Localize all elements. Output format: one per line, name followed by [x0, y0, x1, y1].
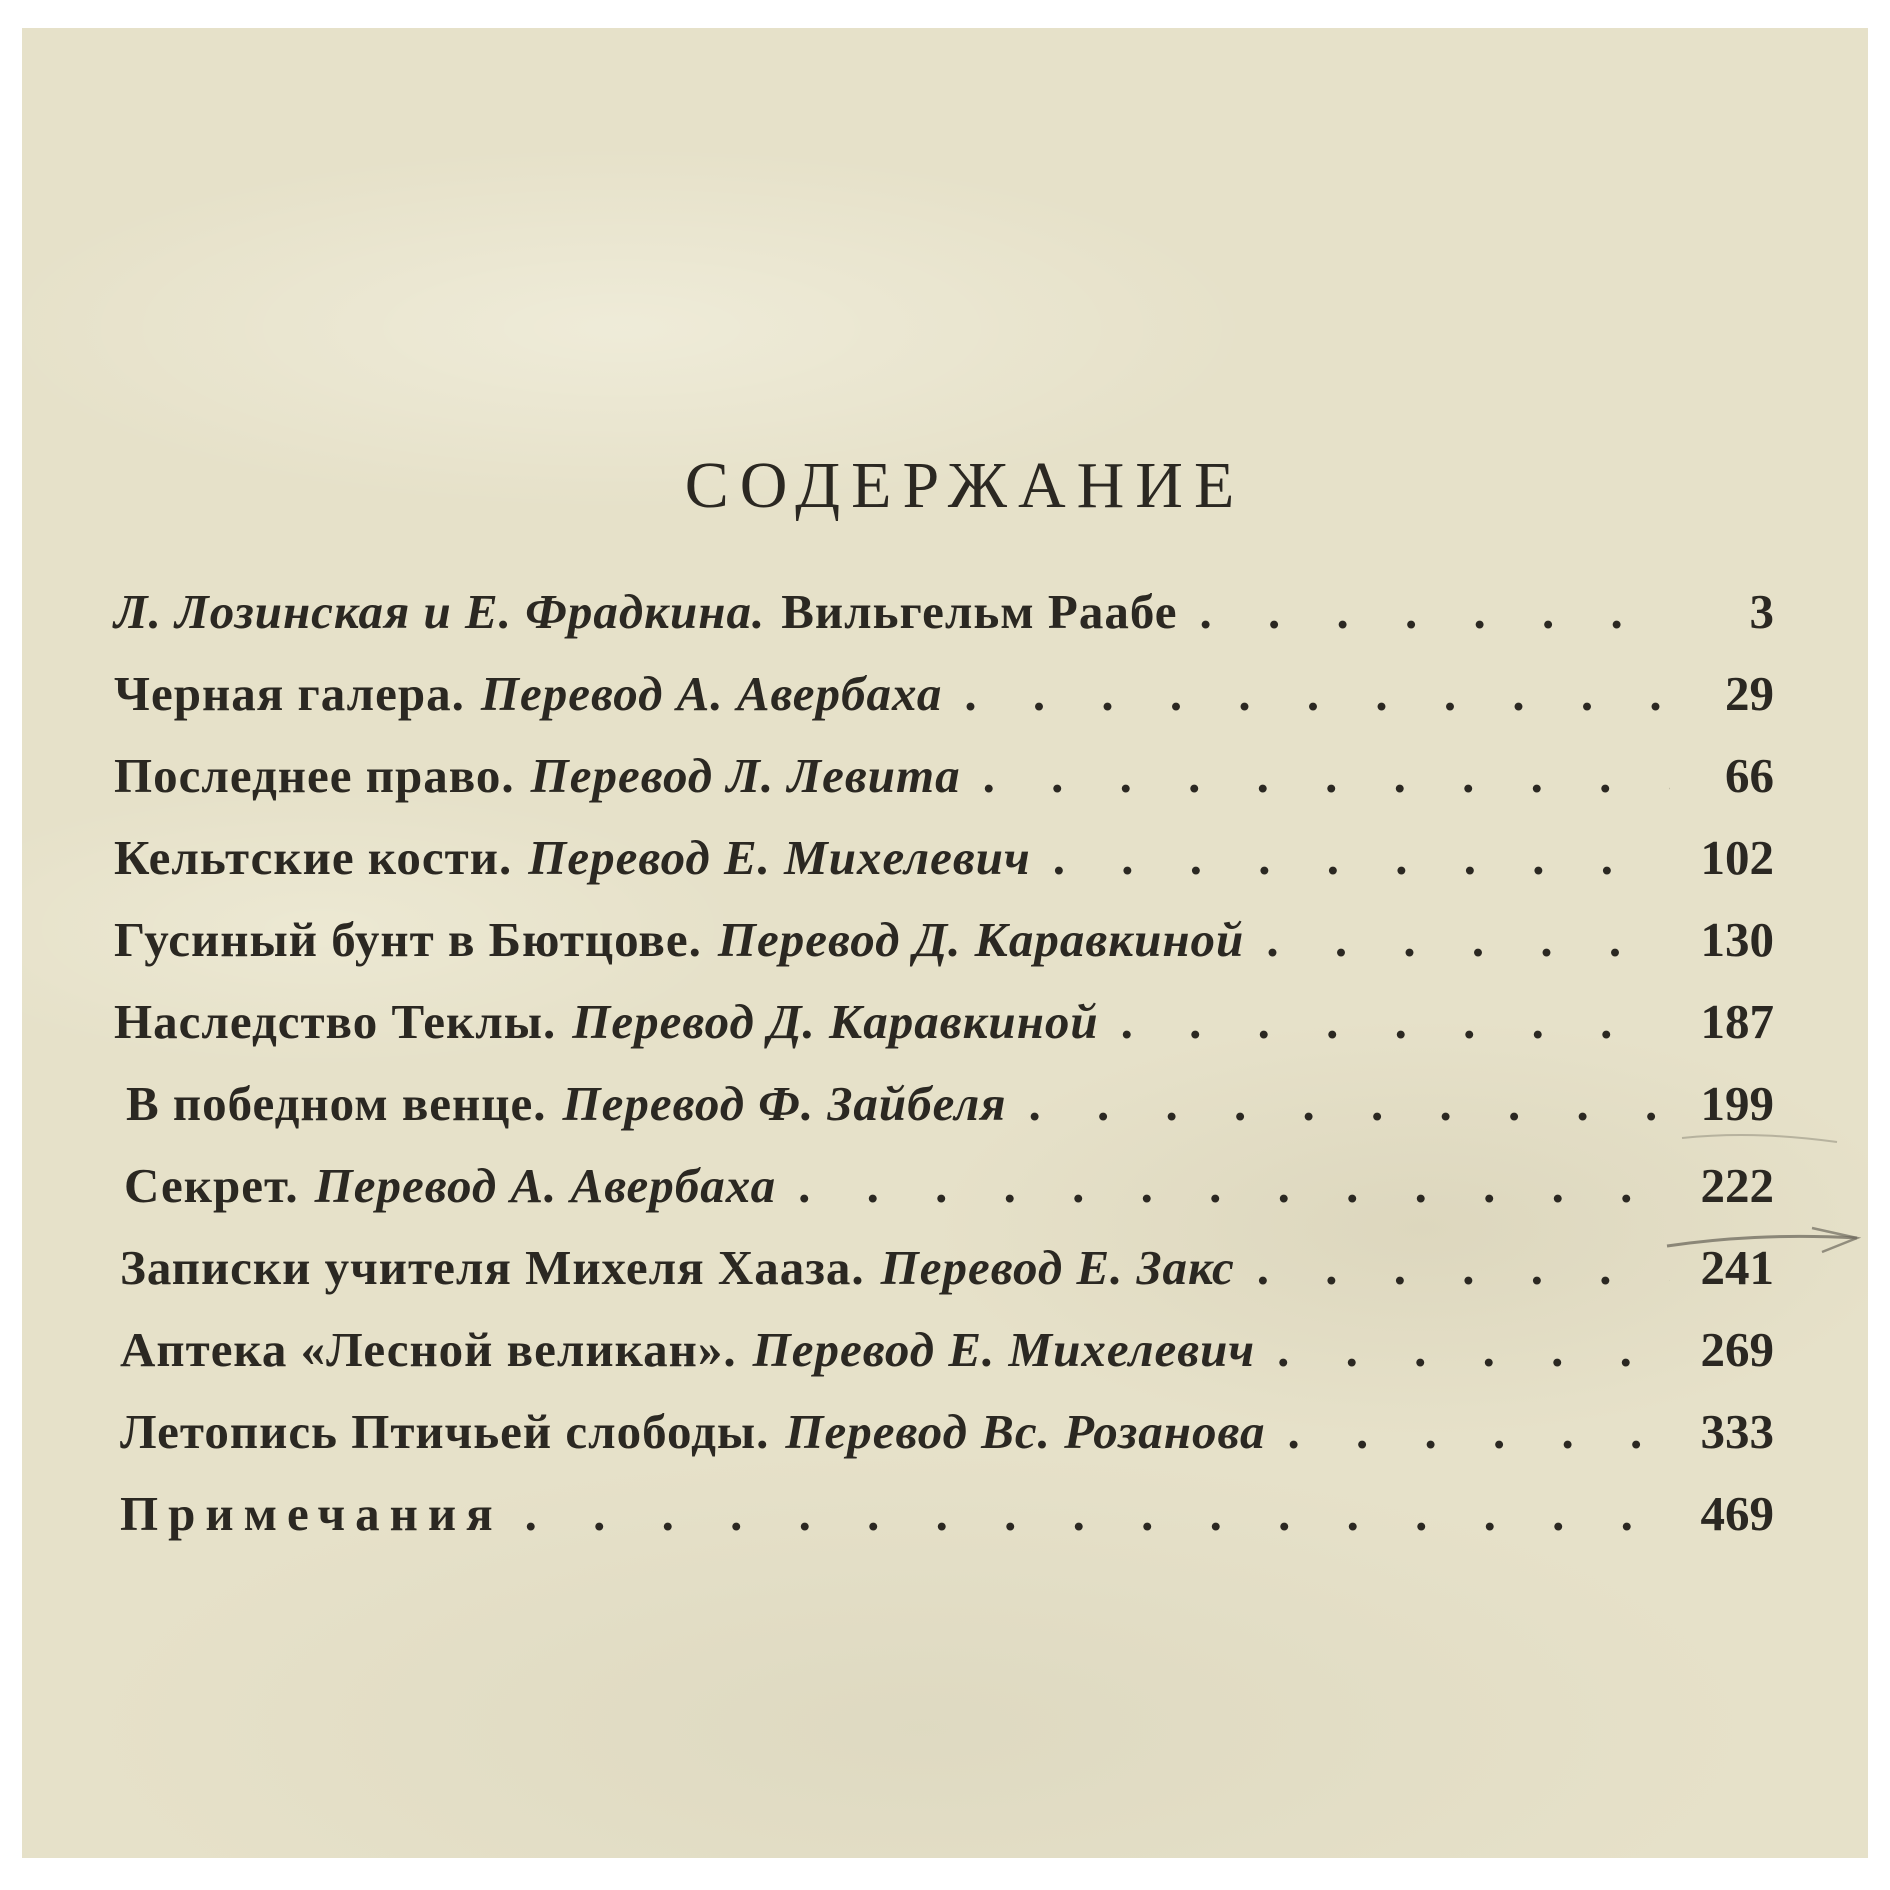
toc-translator: Перевод А. Авербаха: [480, 666, 943, 721]
toc-entry: [114, 911, 1774, 993]
toc-translator: Перевод Е. Закс: [880, 1240, 1235, 1295]
dot-leader: [1277, 1321, 1670, 1378]
toc-entry: [114, 1157, 1774, 1239]
toc-translator: Перевод Д. Каравкиной: [717, 912, 1245, 967]
toc-translator: Перевод Е. Михелевич: [528, 830, 1031, 885]
toc-page-number: 187: [1700, 994, 1774, 1049]
toc-translator: Перевод Вс. Розанова: [785, 1404, 1266, 1459]
dot-leader: [1029, 1075, 1671, 1132]
toc-translator: Перевод А. Авербаха: [314, 1158, 777, 1213]
toc-title: Аптека «Лесной великан».: [120, 1322, 737, 1377]
toc-page-number: 269: [1700, 1322, 1774, 1377]
toc-page-number: 222: [1700, 1158, 1774, 1213]
dot-leader: [1288, 1403, 1671, 1460]
toc-page-number: 469: [1700, 1486, 1774, 1541]
page-heading: СОДЕРЖАНИЕ: [684, 449, 1246, 522]
toc-entry: [114, 665, 1774, 747]
toc-title: Черная галера.: [114, 666, 465, 721]
toc-entry: [114, 993, 1774, 1075]
book-page: [22, 28, 1868, 1858]
toc-entry: [114, 583, 1774, 665]
toc-entry: [114, 829, 1774, 911]
dot-leader: [1199, 583, 1670, 640]
dot-leader: [1257, 1239, 1670, 1296]
toc-entry: [114, 1239, 1774, 1321]
toc-page-number: 102: [1700, 830, 1774, 885]
toc-translator: Перевод Д. Каравкиной: [572, 994, 1099, 1049]
toc-author: Л. Лозинская и Е. Фрадкина.: [114, 584, 766, 639]
toc-entry: [114, 1485, 1774, 1567]
toc-page-number: 130: [1700, 912, 1774, 967]
dot-leader: [964, 665, 1670, 722]
table-of-contents: [114, 583, 1774, 1567]
toc-translator: Перевод Е. Михелевич: [752, 1322, 1256, 1377]
toc-page-number: 199: [1700, 1076, 1774, 1131]
toc-page-number: 333: [1700, 1404, 1774, 1459]
dot-leader: [798, 1157, 1670, 1214]
toc-title: Наследство Теклы.: [114, 994, 557, 1049]
toc-title: Примечания: [120, 1486, 503, 1541]
toc-entry: [114, 1403, 1774, 1485]
dot-leader: [1266, 911, 1670, 968]
dot-leader: [1053, 829, 1670, 886]
toc-title: Записки учителя Михеля Хааза.: [120, 1240, 865, 1295]
toc-title: Вильгельм Раабе: [781, 584, 1178, 639]
dot-leader: [525, 1485, 1670, 1542]
toc-translator: Перевод Ф. Зайбеля: [562, 1076, 1007, 1131]
toc-translator: Перевод Л. Левита: [530, 748, 961, 803]
toc-title: Гусиный бунт в Бютцове.: [114, 912, 702, 967]
toc-page-number: 66: [1725, 748, 1774, 803]
toc-title: Кельтские кости.: [114, 830, 513, 885]
toc-entry: [114, 1321, 1774, 1403]
pencil-mark: [1662, 1128, 1862, 1268]
toc-page-number: 241: [1700, 1240, 1774, 1295]
toc-title: В победном венце.: [126, 1076, 547, 1131]
toc-page-number: 3: [1749, 584, 1774, 639]
toc-title: Секрет.: [124, 1158, 299, 1213]
toc-page-number: 29: [1725, 666, 1774, 721]
dot-leader: [983, 747, 1670, 804]
toc-entry: [114, 1075, 1774, 1157]
toc-title: Летопись Птичьей слободы.: [120, 1404, 770, 1459]
toc-title: Последнее право.: [114, 748, 515, 803]
dot-leader: [1121, 993, 1670, 1050]
toc-entry: [114, 747, 1774, 829]
